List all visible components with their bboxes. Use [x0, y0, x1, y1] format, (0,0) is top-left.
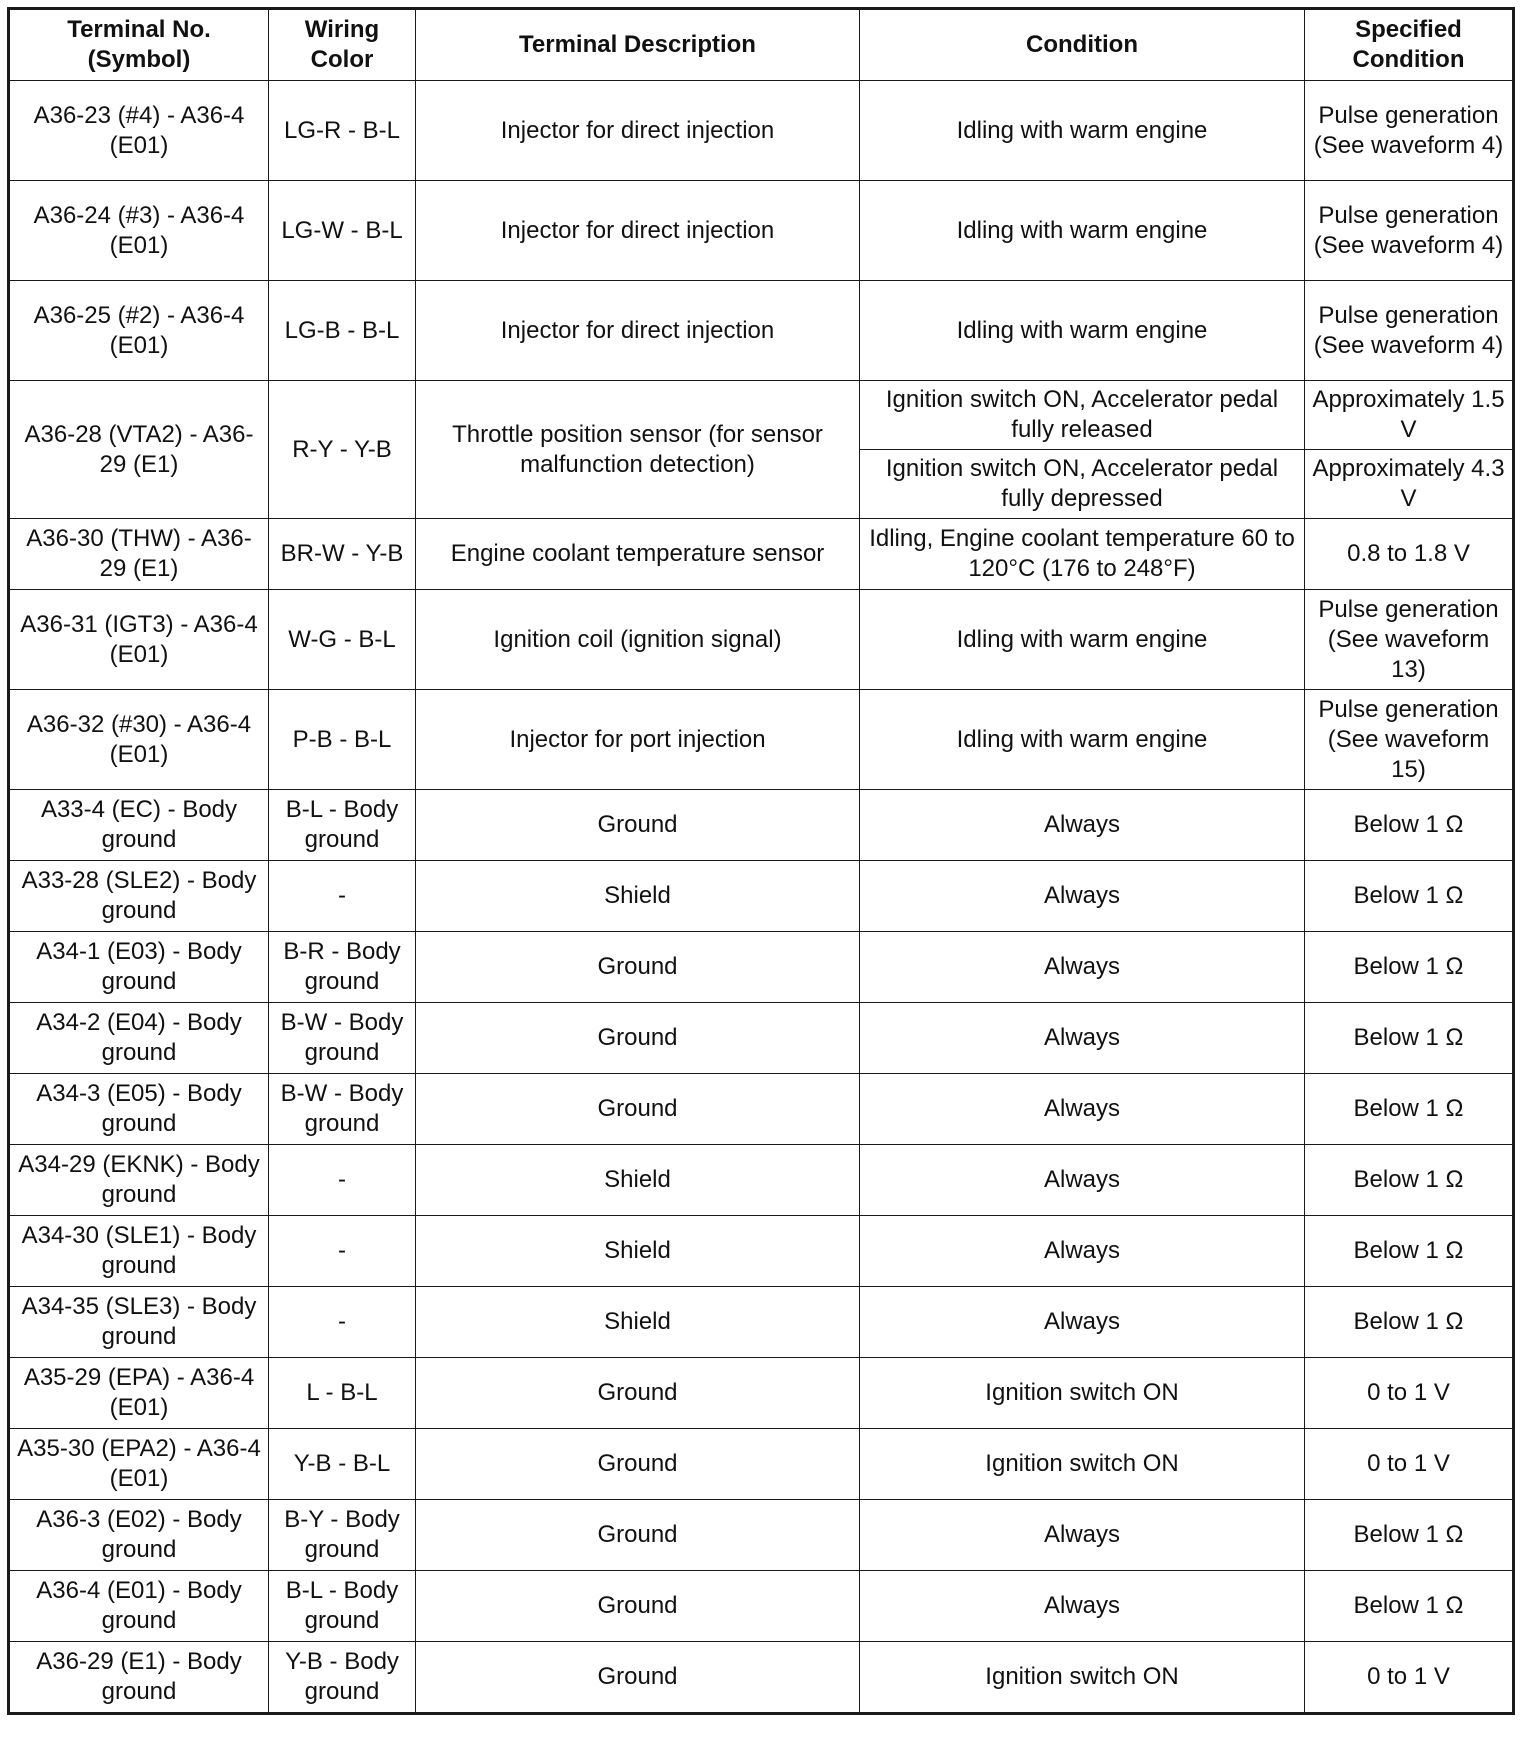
condition-cell: Always — [860, 1074, 1305, 1145]
description-cell: Ground — [416, 1642, 860, 1714]
wiring-cell: B-Y - Body ground — [269, 1500, 416, 1571]
specified-cell: Pulse generation (See waveform 4) — [1305, 181, 1514, 281]
table-row — [9, 590, 1514, 690]
condition-cell: Always — [860, 1500, 1305, 1571]
description-cell: Shield — [416, 1216, 860, 1287]
terminal-cell: A34-2 (E04) - Body ground — [9, 1003, 269, 1074]
table-row — [9, 281, 1514, 381]
specified-cell: Below 1 Ω — [1305, 932, 1514, 1003]
wiring-cell: P-B - B-L — [269, 690, 416, 790]
description-cell: Shield — [416, 861, 860, 932]
description-cell: Injector for port injection — [416, 690, 860, 790]
specified-cell: Below 1 Ω — [1305, 1571, 1514, 1642]
table-row — [9, 1145, 1514, 1216]
wiring-cell: B-W - Body ground — [269, 1074, 416, 1145]
header-terminal-description: Terminal Description — [416, 9, 860, 81]
terminal-cell: A34-30 (SLE1) - Body ground — [9, 1216, 269, 1287]
specified-cell: 0 to 1 V — [1305, 1642, 1514, 1714]
table-row — [9, 861, 1514, 932]
description-cell: Ground — [416, 1003, 860, 1074]
description-cell: Injector for direct injection — [416, 181, 860, 281]
table-row — [9, 1003, 1514, 1074]
condition-cell: Ignition switch ON — [860, 1429, 1305, 1500]
specified-cell: Below 1 Ω — [1305, 861, 1514, 932]
condition-cell: Idling with warm engine — [860, 181, 1305, 281]
specified-cell: 0.8 to 1.8 V — [1305, 519, 1514, 590]
terminal-cell: A36-30 (THW) - A36-29 (E1) — [9, 519, 269, 590]
description-cell: Ground — [416, 1358, 860, 1429]
wiring-cell: L - B-L — [269, 1358, 416, 1429]
condition-cell: Always — [860, 1145, 1305, 1216]
wiring-cell: B-W - Body ground — [269, 1003, 416, 1074]
condition-cell: Always — [860, 1003, 1305, 1074]
condition-cell: Ignition switch ON, Accelerator pedal fully released — [860, 381, 1305, 450]
terminal-cell: A36-28 (VTA2) - A36-29 (E1) — [9, 381, 269, 519]
condition-cell: Idling with warm engine — [860, 690, 1305, 790]
description-cell: Ground — [416, 1500, 860, 1571]
table-row — [9, 1287, 1514, 1358]
description-cell: Shield — [416, 1145, 860, 1216]
terminal-spec-table — [7, 7, 1515, 1715]
specified-cell: Below 1 Ω — [1305, 1145, 1514, 1216]
condition-cell: Always — [860, 1216, 1305, 1287]
condition-cell: Ignition switch ON — [860, 1358, 1305, 1429]
terminal-cell: A33-28 (SLE2) - Body ground — [9, 861, 269, 932]
specified-cell: Below 1 Ω — [1305, 1216, 1514, 1287]
condition-cell: Ignition switch ON, Accelerator pedal fully depressed — [860, 450, 1305, 519]
terminal-cell: A34-3 (E05) - Body ground — [9, 1074, 269, 1145]
description-cell: Throttle position sensor (for sensor malfunction detection) — [416, 381, 860, 519]
specified-cell: Below 1 Ω — [1305, 1500, 1514, 1571]
wiring-cell: - — [269, 1145, 416, 1216]
header-condition: Condition — [860, 9, 1305, 81]
condition-cell: Idling with warm engine — [860, 281, 1305, 381]
terminal-cell: A36-3 (E02) - Body ground — [9, 1500, 269, 1571]
terminal-cell: A34-1 (E03) - Body ground — [9, 932, 269, 1003]
header-wiring-color: Wiring Color — [269, 9, 416, 81]
description-cell: Ground — [416, 1074, 860, 1145]
table-row — [9, 519, 1514, 590]
condition-cell: Always — [860, 790, 1305, 861]
table-row — [9, 1358, 1514, 1429]
header-specified-condition: Specified Condition — [1305, 9, 1514, 81]
header-row — [9, 9, 1514, 81]
description-cell: Ground — [416, 932, 860, 1003]
terminal-cell: A36-25 (#2) - A36-4 (E01) — [9, 281, 269, 381]
table-row — [9, 1500, 1514, 1571]
specified-cell: Pulse generation (See waveform 4) — [1305, 81, 1514, 181]
specified-cell: Approximately 4.3 V — [1305, 450, 1514, 519]
description-cell: Engine coolant temperature sensor — [416, 519, 860, 590]
terminal-cell: A33-4 (EC) - Body ground — [9, 790, 269, 861]
specified-cell: Below 1 Ω — [1305, 1003, 1514, 1074]
table-row — [9, 181, 1514, 281]
wiring-cell: BR-W - Y-B — [269, 519, 416, 590]
terminal-cell: A36-32 (#30) - A36-4 (E01) — [9, 690, 269, 790]
wiring-cell: B-L - Body ground — [269, 790, 416, 861]
table-row — [9, 81, 1514, 181]
condition-cell: Idling with warm engine — [860, 81, 1305, 181]
wiring-cell: LG-W - B-L — [269, 181, 416, 281]
table-row — [9, 932, 1514, 1003]
terminal-cell: A36-24 (#3) - A36-4 (E01) — [9, 181, 269, 281]
condition-cell: Always — [860, 932, 1305, 1003]
wiring-cell: Y-B - Body ground — [269, 1642, 416, 1714]
wiring-cell: Y-B - B-L — [269, 1429, 416, 1500]
description-cell: Ground — [416, 1571, 860, 1642]
description-cell: Ignition coil (ignition signal) — [416, 590, 860, 690]
wiring-cell: - — [269, 1216, 416, 1287]
table-row — [9, 1429, 1514, 1500]
description-cell: Injector for direct injection — [416, 281, 860, 381]
condition-cell: Always — [860, 1571, 1305, 1642]
table-row — [9, 1216, 1514, 1287]
terminal-cell: A36-29 (E1) - Body ground — [9, 1642, 269, 1714]
table-row — [9, 1642, 1514, 1714]
specified-cell: Below 1 Ω — [1305, 1074, 1514, 1145]
table-row — [9, 381, 1514, 450]
header-terminal: Terminal No. (Symbol) — [9, 9, 269, 81]
specified-cell: 0 to 1 V — [1305, 1358, 1514, 1429]
terminal-cell: A34-29 (EKNK) - Body ground — [9, 1145, 269, 1216]
table-row — [9, 1074, 1514, 1145]
terminal-cell: A36-23 (#4) - A36-4 (E01) — [9, 81, 269, 181]
specified-cell: Pulse generation (See waveform 4) — [1305, 281, 1514, 381]
wiring-cell: B-R - Body ground — [269, 932, 416, 1003]
specified-cell: Pulse generation (See waveform 13) — [1305, 590, 1514, 690]
wiring-cell: - — [269, 1287, 416, 1358]
table-row — [9, 690, 1514, 790]
condition-cell: Always — [860, 861, 1305, 932]
terminal-cell: A34-35 (SLE3) - Body ground — [9, 1287, 269, 1358]
wiring-cell: - — [269, 861, 416, 932]
condition-cell: Always — [860, 1287, 1305, 1358]
wiring-cell: W-G - B-L — [269, 590, 416, 690]
description-cell: Shield — [416, 1287, 860, 1358]
specified-cell: Below 1 Ω — [1305, 1287, 1514, 1358]
specified-cell: 0 to 1 V — [1305, 1429, 1514, 1500]
description-cell: Injector for direct injection — [416, 81, 860, 181]
terminal-cell: A35-29 (EPA) - A36-4 (E01) — [9, 1358, 269, 1429]
wiring-cell: R-Y - Y-B — [269, 381, 416, 519]
condition-cell: Idling with warm engine — [860, 590, 1305, 690]
specified-cell: Approximately 1.5 V — [1305, 381, 1514, 450]
terminal-cell: A36-31 (IGT3) - A36-4 (E01) — [9, 590, 269, 690]
wiring-cell: LG-B - B-L — [269, 281, 416, 381]
table-row — [9, 1571, 1514, 1642]
condition-cell: Ignition switch ON — [860, 1642, 1305, 1714]
wiring-cell: B-L - Body ground — [269, 1571, 416, 1642]
table-row — [9, 790, 1514, 861]
terminal-cell: A35-30 (EPA2) - A36-4 (E01) — [9, 1429, 269, 1500]
terminal-cell: A36-4 (E01) - Body ground — [9, 1571, 269, 1642]
description-cell: Ground — [416, 1429, 860, 1500]
wiring-cell: LG-R - B-L — [269, 81, 416, 181]
specified-cell: Pulse generation (See waveform 15) — [1305, 690, 1514, 790]
specified-cell: Below 1 Ω — [1305, 790, 1514, 861]
condition-cell: Idling, Engine coolant temperature 60 to 120°C (176 to 248°F) — [860, 519, 1305, 590]
description-cell: Ground — [416, 790, 860, 861]
